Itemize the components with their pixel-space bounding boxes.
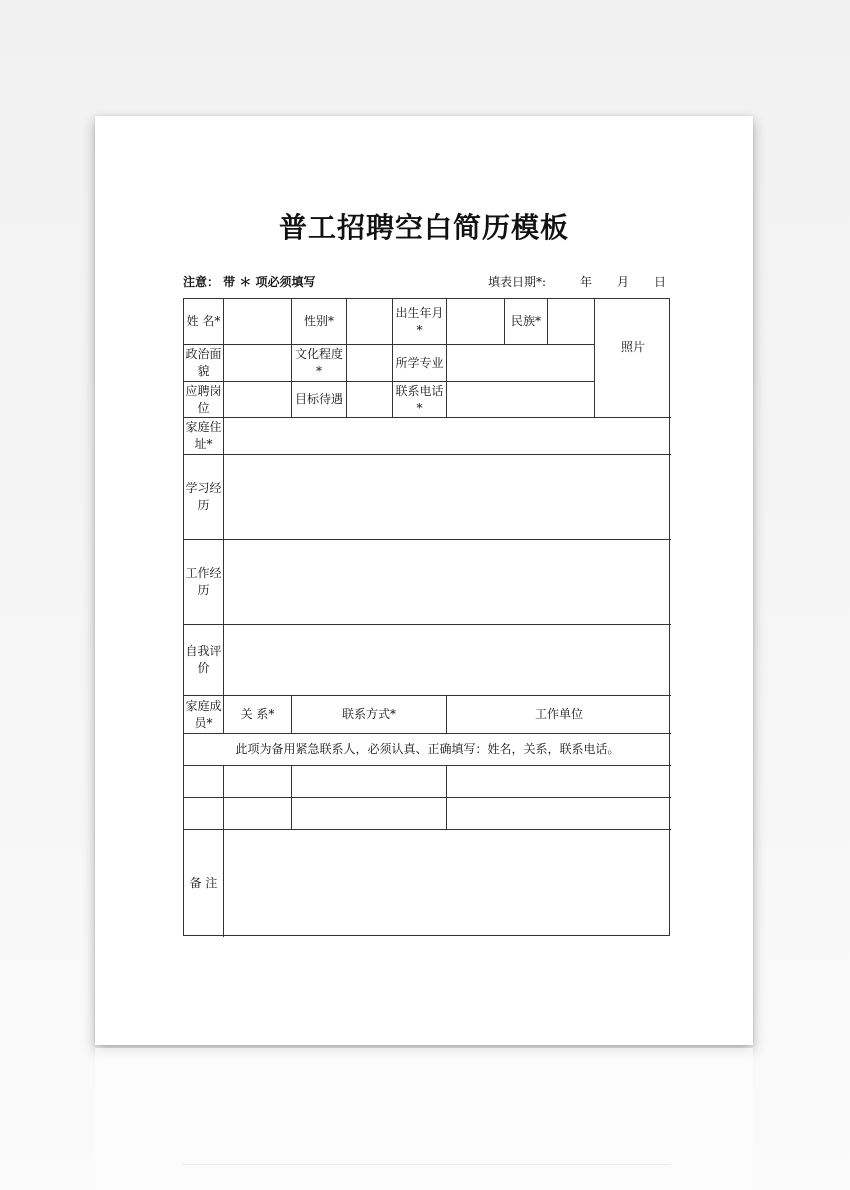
- name-label: 姓 名*: [186, 314, 221, 328]
- resume-sheet: [95, 116, 753, 1045]
- contact-header: 联系方式*: [341, 707, 396, 721]
- political-field[interactable]: [224, 345, 291, 381]
- family-name-field[interactable]: [184, 798, 223, 829]
- position-field[interactable]: [224, 382, 291, 417]
- salary-field[interactable]: [347, 382, 392, 417]
- address-field[interactable]: [224, 418, 671, 454]
- gender-label: 性别*: [303, 314, 334, 328]
- family-relation-field[interactable]: [224, 798, 291, 829]
- position-label: 应聘岗位: [185, 383, 222, 415]
- required-note: 注意： 带 ＊ 项必须填写: [183, 275, 316, 289]
- self-eval-field[interactable]: [224, 625, 671, 695]
- photo-box[interactable]: 照片: [620, 340, 645, 354]
- work-field[interactable]: [224, 540, 671, 624]
- work-unit-header: 工作单位: [534, 707, 583, 721]
- major-label: 所学专业: [395, 355, 444, 370]
- birth-label: 出生年月*: [395, 305, 444, 337]
- salary-label: 目标待遇: [294, 392, 343, 406]
- birth-field[interactable]: [447, 299, 504, 344]
- relation-header: 关 系*: [240, 707, 275, 721]
- family-label: 家庭成员*: [185, 698, 222, 730]
- family-work-unit-field[interactable]: [447, 798, 671, 829]
- work-label: 工作经历: [185, 566, 222, 597]
- major-field[interactable]: [447, 345, 594, 381]
- phone-field[interactable]: [447, 382, 594, 417]
- family-contact-field[interactable]: [292, 798, 446, 829]
- family-work-unit-field[interactable]: [447, 766, 671, 797]
- education-field[interactable]: [347, 345, 392, 381]
- ethnicity-field[interactable]: [548, 299, 594, 344]
- address-label: 家庭住址*: [185, 420, 222, 451]
- month-label: 月: [617, 275, 630, 289]
- document-title: 普工招聘空白简历模板: [278, 211, 569, 244]
- ethnicity-label: 民族*: [510, 314, 541, 328]
- remarks-label: 备 注: [189, 875, 218, 890]
- sheet-reflection: [95, 1048, 753, 1190]
- fill-date-label: 填表日期*:: [488, 275, 547, 289]
- family-name-field[interactable]: [184, 766, 223, 797]
- political-label: 政治面貌: [185, 347, 222, 378]
- name-field[interactable]: [224, 299, 291, 344]
- year-label: 年: [580, 275, 593, 289]
- day-label: 日: [654, 275, 667, 289]
- reflection-line: [183, 1164, 670, 1165]
- family-relation-field[interactable]: [224, 766, 291, 797]
- gender-field[interactable]: [347, 299, 392, 344]
- resume-form-table: [183, 298, 670, 936]
- family-contact-field[interactable]: [292, 766, 446, 797]
- phone-label: 联系电话*: [395, 383, 444, 415]
- emergency-contact-note: 此项为备用紧急联系人，必须认真、正确填写：姓名，关系，联系电话。: [235, 742, 620, 756]
- education-label: 文化程度*: [294, 347, 343, 378]
- note-row: [183, 273, 670, 293]
- study-label: 学习经历: [185, 481, 222, 512]
- remarks-field[interactable]: [224, 830, 671, 936]
- self-eval-label: 自我评价: [185, 644, 222, 675]
- study-field[interactable]: [224, 455, 671, 539]
